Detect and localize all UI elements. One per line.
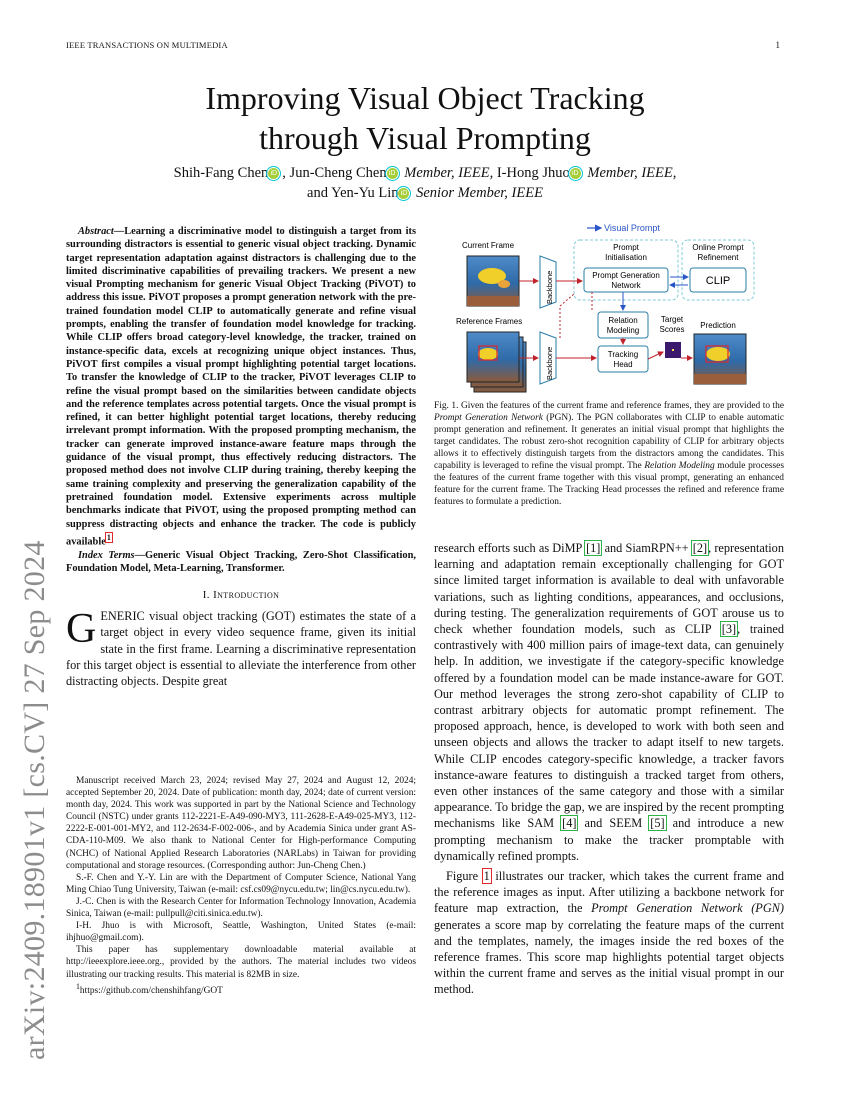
citation-link[interactable]: [4] — [562, 816, 577, 831]
url-footnote: $^1$https://github.com/chenshihfang/GOT — [76, 981, 223, 996]
citation-link[interactable]: [1] — [586, 541, 601, 555]
abstract: Abstract—Learning a discriminative model to distinguish a target from its surrounding distractors is essential to generic visual object tracking. Dynamic target representation adaptation against distractors is challenging due to the limited discriminative capabilities of prevailing trackers. We present a new visual Prompting mechanism for generic Visual Object Tracking (PiVOT) to address this issue. PiVOT proposes a prompt generation network with the pre-trained foundation model CLIP to automatically generate and refine visual prompts, enabling the transfer of foundation model knowledge for tracking. While CLIP offers broad category-level knowledge, the tracker, trained on instance-specific data, excels at recognizing unique object instances. Thus, PiVOT first compiles a visual prompt highlighting potential target locations. To transfer the knowledge of CLIP to the tracker, PiVOT leverages CLIP to refine the visual prompt based on the similarities between candidate objects and the reference templates across potential targets. Once the visual prompt is refined, it can better highlight potential target locations, thereby reducing irrelevant prompt information. With the proposed prompting mechanism, the tracker can generate improved instance-aware feature maps through the guidance of the visual prompt, thus effectively reducing distractors. The proposed method does not involve CLIP during training, thereby keeping the same training complexity and preserving the generalization capability of the pretrained foundation model. Extensive experiments across multiple benchmarks indicate that PiVOT, using the proposed prompting method can suppress distracting objects and enhance the tracker. The code is publicly available$^1$ — [66, 226, 416, 548]
figure-1 — [434, 218, 784, 396]
svg-text:Backbone: Backbone — [545, 270, 554, 304]
section-heading: I. Introduction — [202, 589, 280, 602]
svg-text:Scores: Scores — [659, 325, 685, 334]
footnote: I-H. Jhuo is with Microsoft, Seattle, Washington, United States (e-mail: ihjhuo@gmail.com). — [66, 921, 416, 944]
svg-text:Online Prompt: Online Prompt — [692, 243, 744, 252]
footnote: S.-F. Chen and Y.-Y. Lin are with the Department of Computer Science, National Yang Ming Chiao Tung University, Taiwan (e-mail: csf.cs09@nycu.edu.tw; lin@cs.nycu.edu.tw). — [66, 872, 416, 895]
svg-text:Refinement: Refinement — [697, 253, 739, 262]
body-paragraph: Figure 1 illustrates our tracker, which takes the current frame and the reference images as input. After utilizing a backbone network for feature map extraction, the Prompt Generation Network (PGN) generates a score map by correlating the feature maps of the current and the templates, namely, the images inside the red boxes of the reference frames. This score map highlights potential target objects within the current frame and serves as the initial visual prompt in our method. — [434, 869, 785, 997]
prediction-label: Prediction — [700, 321, 736, 330]
author-name: Jun-Cheng Chen — [289, 165, 387, 181]
reference-frames-image — [467, 332, 526, 392]
current-frame-image — [467, 256, 519, 306]
figure-caption: Fig. 1. Given the features of the current frame and reference frames, they are provided to the Prompt Generation Network (PGN). The PGN collaborates with CLIP to enable automatic prompt generation and refinement. It generates an initial visual prompt that highlights the target candidates. The robust zero-shot recognition capability of CLIP for arbitrary objects allows it to effectively distinguish targets from the distractors among the candidates. This capability is leveraged to refine the visual prompt. The Relation Modeling module processes the features of the current frame together with this visual prompt, generating an enhanced feature for the current frame. The Tracking Head processes the refined and reference frame features to formulate a prediction. — [434, 401, 784, 507]
current-frame-label: Current Frame — [462, 241, 515, 250]
svg-text:CLIP: CLIP — [705, 275, 731, 287]
footnotes — [66, 775, 416, 997]
figure-link[interactable]: 1 — [483, 869, 490, 884]
right-column — [434, 540, 784, 998]
author-name: I-Hong Jhuo — [496, 165, 570, 181]
footnote: This paper has supplementary downloadable material available at http://ieeexplore.ieee.org., provided by the authors. The material includes two videos illustrating our tracking results. This material is 82MB in size. — [66, 945, 416, 980]
page-number: 1 — [775, 40, 780, 50]
footnote-link[interactable]: 1 — [106, 532, 111, 542]
arxiv-stamp: arXiv:2409.18901v1 [cs.CV] 27 Sep 2024 — [18, 540, 51, 1060]
reference-frames-label: Reference Frames — [456, 317, 523, 326]
footnote: Manuscript received March 23, 2024; revised May 27, 2024 and August 12, 2024; accepted September 20, 2024. Date of publication: month day, 2024; date of current version: month day, 2024. This work was supported in part by the National Science and Technology Council (NSTC) under grants 112-2221-E-A49-090-MY3, 111-2628-E-A49-025-MY3, 112-2222-E-001-001-MY2, and 112-2634-F-002-006-, and by Academia Sinica under grant AS-CDA-110-M09. We also thank to National Center for High-performance Computing (NCHC) of National Applied Research Laboratories (NARLabs) in Taiwan for providing computational and storage resources. (Corresponding author: Jun-Cheng Chen.) — [66, 776, 416, 871]
index-terms: Index Terms—Generic Visual Object Tracking, Zero-Shot Classification, Foundation Model, Meta-Learning, Transformer. — [66, 549, 416, 574]
prediction-image — [694, 334, 746, 384]
orcid-icon[interactable]: iD — [398, 188, 409, 199]
svg-text:Modeling: Modeling — [606, 326, 640, 335]
left-column — [66, 225, 416, 689]
legend-label: Visual Prompt — [604, 223, 660, 233]
author-list: Shih-Fang Chen iD , Jun-Cheng Chen iD Member, IEEE, I-Hong Jhuo iD Member, IEEE, and Yen-Yu Lin iD Senior Member, IEEE — [173, 165, 677, 201]
citation-link[interactable]: [3] — [721, 622, 737, 637]
paper-title: Improving Visual Object Tracking through Visual Prompting — [205, 80, 645, 156]
drop-cap: G — [66, 606, 97, 653]
footnote: J.-C. Chen is with the Research Center for Information Technology Innovation, Academia Sinica, Taiwan (e-mail: pullpull@citi.sinica.edu.tw). — [66, 896, 416, 920]
body-paragraph: research efforts such as DiMP [1] and SiamRPN++ [2], representation learning and adaptation remain exceptionally challenging for GOT since limited target information is available to deal with unfavorable variations, such as lighting conditions, appearances, and occlusions, during testing. The generalization requirements of GOT arouse us to check whether foundation models, such as CLIP [3], trained contrastively with 400 million pairs of image-text data, can genuinely help. In addition, we investigate if the category-specific knowledge offered by a foundation model can be made instance-aware for GOT. Our method leverages the strong zero-shot capability of CLIP to contrast arbitrary objects for automatic prompt refinement. The proposed approach, hence, is developed to work with both seen and unseen objects and allows the tracker to adapt itself to new targets. While CLIP encodes category-specific knowledge, a tracker favors instance-aware features to distinguish a tracked target from others, even other instances of the same category and those with a similar appearance. To bridge the gap, we are inspired by the recent prompting mechanisms like SAM [4] and SEEM [5] and introduce a new prompting mechanism to make the tracker promptable with dynamically refined prompts. — [434, 541, 785, 863]
author-role: Senior Member, IEEE — [416, 185, 543, 201]
svg-text:Tracking: Tracking — [607, 350, 639, 359]
orcid-icon[interactable]: iD — [387, 168, 398, 179]
citation-link[interactable]: [2] — [692, 541, 708, 555]
running-header: IEEE TRANSACTIONS ON MULTIMEDIA — [66, 40, 228, 50]
author-name: Yen-Yu Lin — [331, 185, 399, 201]
author-name: Shih-Fang Chen — [173, 165, 269, 181]
svg-text:Initialisation: Initialisation — [605, 253, 647, 262]
author-role: Member, IEEE, — [587, 165, 677, 181]
svg-text:Prompt Generation: Prompt Generation — [592, 271, 660, 280]
citation-link[interactable]: [5] — [650, 816, 665, 831]
svg-text:Relation: Relation — [608, 316, 638, 325]
orcid-icon[interactable]: iD — [268, 168, 279, 179]
svg-text:Backbone: Backbone — [545, 346, 554, 380]
intro-paragraph: GENERIC visual object tracking (GOT) estimates the state of a target object in every video sequence frame, given its initial state in the first frame. Learning a discriminative representation for this target object is essential to alleviate the interference from other distracting objects. Despite great — [66, 606, 416, 688]
svg-text:Prompt: Prompt — [613, 243, 639, 252]
author-role: Member, IEEE, — [404, 165, 494, 181]
svg-text:Target: Target — [660, 315, 684, 324]
svg-text:Network: Network — [611, 281, 641, 290]
svg-text:Head: Head — [613, 360, 633, 369]
orcid-icon[interactable]: iD — [570, 168, 581, 179]
